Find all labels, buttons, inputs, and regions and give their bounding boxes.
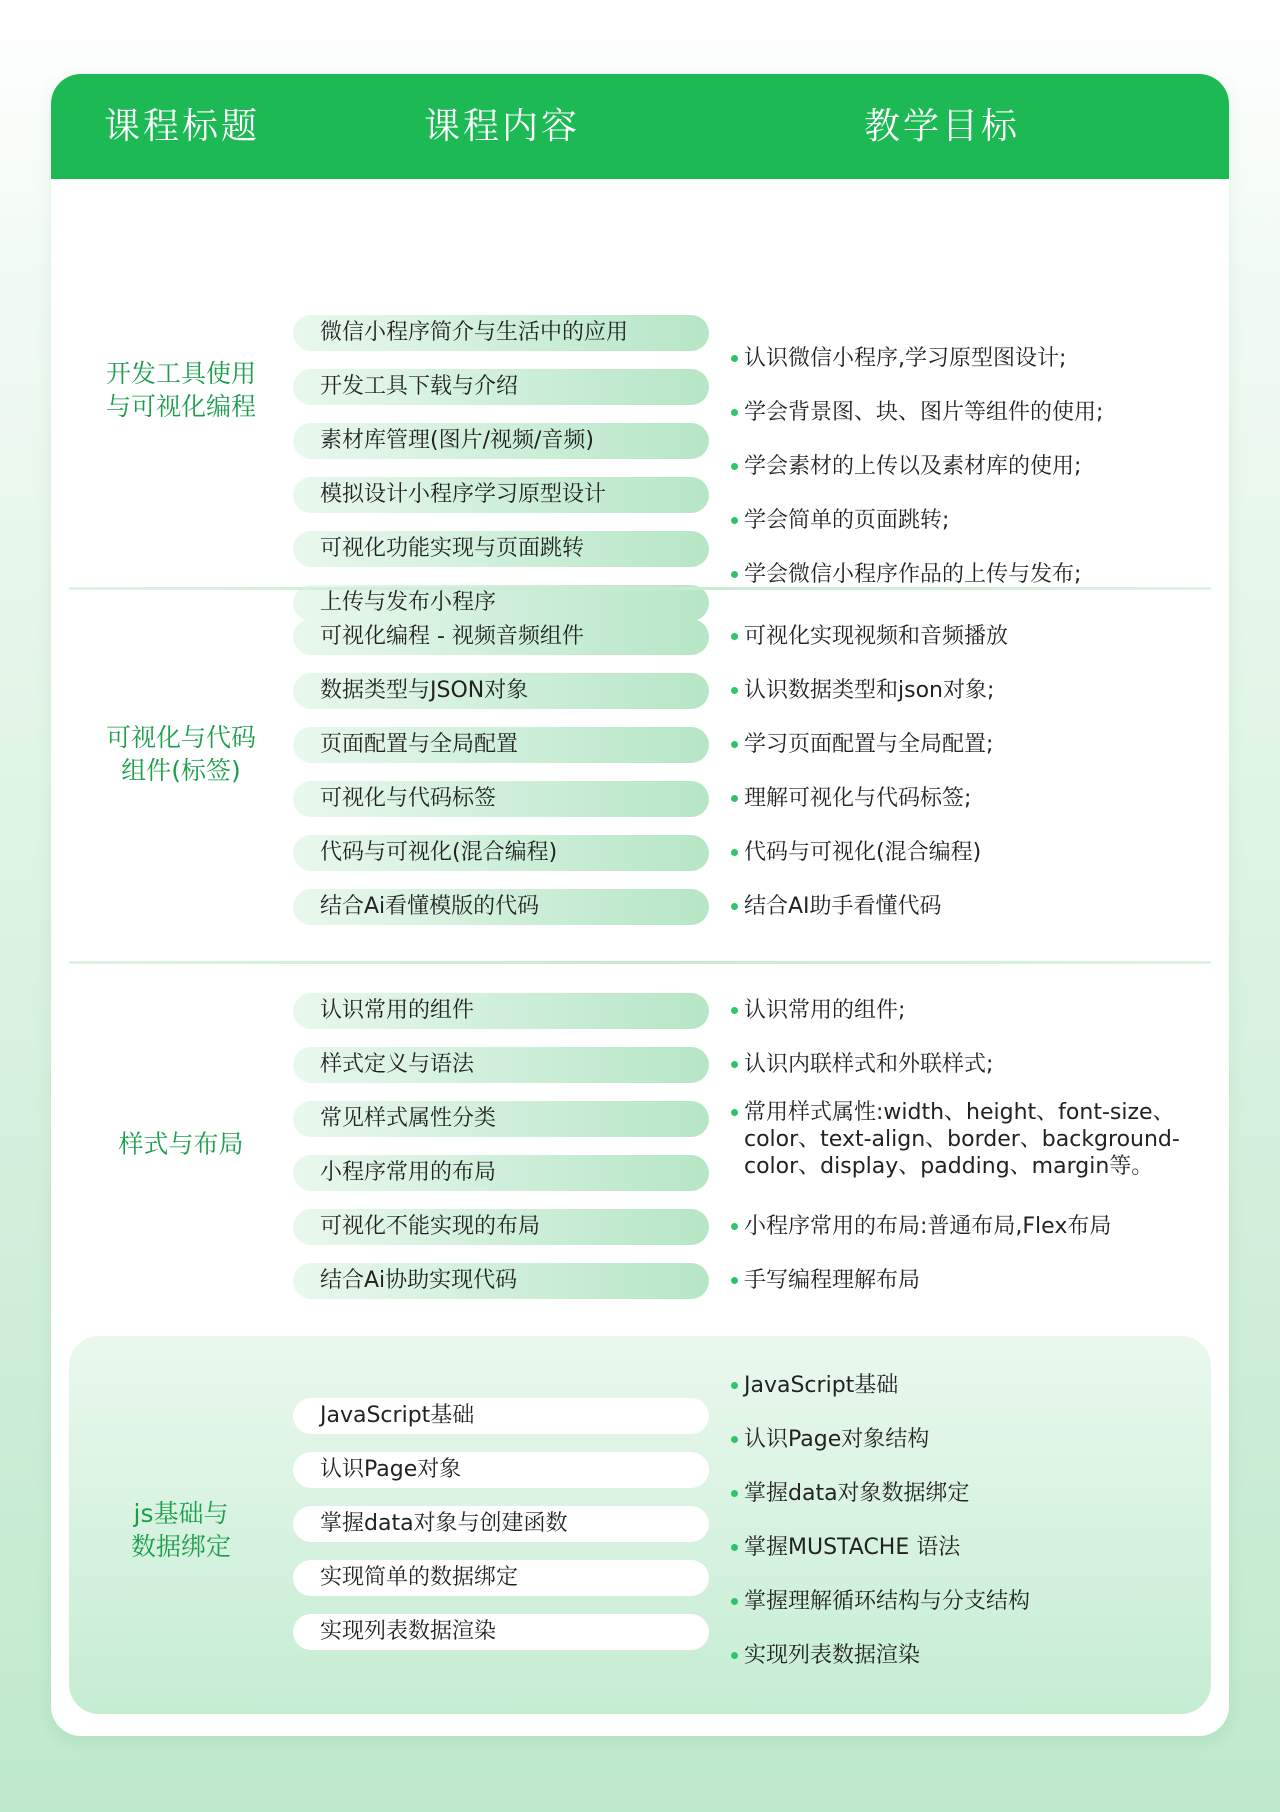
content-item: 可视化编程 - 视频音频组件 — [293, 619, 709, 655]
bullet-dot-icon — [731, 571, 738, 578]
content-item: JavaScript基础 — [293, 1398, 709, 1434]
content-item: 掌握data对象与创建函数 — [293, 1506, 709, 1542]
bullet-dot-icon — [731, 1544, 738, 1551]
bullet-dot-icon — [731, 633, 738, 640]
content-item: 素材库管理(图片/视频/音频) — [293, 423, 709, 459]
content-item: 实现列表数据渲染 — [293, 1614, 709, 1650]
content-item: 实现简单的数据绑定 — [293, 1560, 709, 1596]
goal-item: 学会简单的页面跳转; — [731, 507, 1201, 534]
goal-item: 掌握data对象数据绑定 — [731, 1480, 1201, 1507]
goal-item: 认识内联样式和外联样式; — [731, 1051, 1201, 1078]
bullet-dot-icon — [731, 409, 738, 416]
goal-item: 掌握MUSTACHE 语法 — [731, 1534, 1201, 1561]
bullet-dot-icon — [731, 687, 738, 694]
bullet-dot-icon — [731, 1652, 738, 1659]
goal-item: 学会背景图、块、图片等组件的使用; — [731, 399, 1201, 426]
goal-item: 结合AI助手看懂代码 — [731, 893, 1201, 920]
goal-item: 学习页面配置与全局配置; — [731, 731, 1201, 758]
course-table-card — [51, 74, 1229, 1736]
bullet-dot-icon — [731, 1598, 738, 1605]
bullet-dot-icon — [731, 795, 738, 802]
goal-item: JavaScript基础 — [731, 1372, 1201, 1399]
content-item: 模拟设计小程序学习原型设计 — [293, 477, 709, 513]
bullet-dot-icon — [731, 1061, 738, 1068]
goal-item: 学会素材的上传以及素材库的使用; — [731, 453, 1201, 480]
bullet-dot-icon — [731, 1436, 738, 1443]
content-item: 微信小程序简介与生活中的应用 — [293, 315, 709, 351]
section-style-layout — [51, 964, 1229, 1336]
goal-item: 理解可视化与代码标签; — [731, 785, 1201, 812]
content-item: 结合Ai协助实现代码 — [293, 1263, 709, 1299]
bullet-dot-icon — [731, 1109, 738, 1116]
bullet-dot-icon — [731, 1223, 738, 1230]
content-item: 结合Ai看懂模版的代码 — [293, 889, 709, 925]
table-header — [51, 74, 1229, 179]
content-item: 常见样式属性分类 — [293, 1101, 709, 1137]
goal-item: 小程序常用的布局:普通布局,Flex布局 — [731, 1213, 1201, 1240]
goal-item: 认识微信小程序,学习原型图设计; — [731, 345, 1201, 372]
bullet-dot-icon — [731, 1490, 738, 1497]
content-item: 可视化功能实现与页面跳转 — [293, 531, 709, 567]
content-item: 上传与发布小程序 — [293, 585, 709, 621]
goal-item: 可视化实现视频和音频播放 — [731, 623, 1201, 650]
content-item: 数据类型与JSON对象 — [293, 673, 709, 709]
header-course-title: 课程标题 — [103, 106, 261, 147]
content-item: 认识Page对象 — [293, 1452, 709, 1488]
bullet-dot-icon — [731, 463, 738, 470]
goal-item: 认识数据类型和json对象; — [731, 677, 1201, 704]
section-js-data-binding — [69, 1336, 1211, 1714]
header-course-content: 课程内容 — [423, 106, 581, 147]
bullet-dot-icon — [731, 1277, 738, 1284]
goal-item: 实现列表数据渲染 — [731, 1642, 1201, 1669]
content-item: 页面配置与全局配置 — [293, 727, 709, 763]
content-item: 样式定义与语法 — [293, 1047, 709, 1083]
header-teaching-goal: 教学目标 — [863, 106, 1021, 147]
bullet-dot-icon — [731, 517, 738, 524]
section-title: 样式与布局 — [118, 1129, 244, 1159]
goal-item: 掌握理解循环结构与分支结构 — [731, 1588, 1201, 1615]
content-item: 可视化与代码标签 — [293, 781, 709, 817]
goal-item: 认识Page对象结构 — [731, 1426, 1201, 1453]
content-item: 认识常用的组件 — [293, 993, 709, 1029]
content-item: 代码与可视化(混合编程) — [293, 835, 709, 871]
goal-item: 学会微信小程序作品的上传与发布; — [731, 561, 1201, 588]
section-title: 可视化与代码 组件(标签) — [105, 723, 256, 785]
goal-item: 手写编程理解布局 — [731, 1267, 1201, 1294]
bullet-dot-icon — [731, 355, 738, 362]
bullet-dot-icon — [731, 849, 738, 856]
bullet-dot-icon — [731, 903, 738, 910]
bullet-dot-icon — [731, 1007, 738, 1014]
content-item: 开发工具下载与介绍 — [293, 369, 709, 405]
section-visual-code — [51, 590, 1229, 964]
goal-item: 认识常用的组件; — [731, 997, 1201, 1024]
content-item: 可视化不能实现的布局 — [293, 1209, 709, 1245]
goal-item: 代码与可视化(混合编程) — [731, 839, 1201, 866]
bullet-dot-icon — [731, 1382, 738, 1389]
section-title: js基础与 数据绑定 — [130, 1499, 231, 1561]
content-item: 小程序常用的布局 — [293, 1155, 709, 1191]
goal-item: 常用样式属性:width、height、font-size、color、text-align、border、background-color、display、padding、margin等。 — [731, 1099, 1201, 1180]
section-title: 开发工具使用 与可视化编程 — [105, 359, 256, 421]
bullet-dot-icon — [731, 741, 738, 748]
